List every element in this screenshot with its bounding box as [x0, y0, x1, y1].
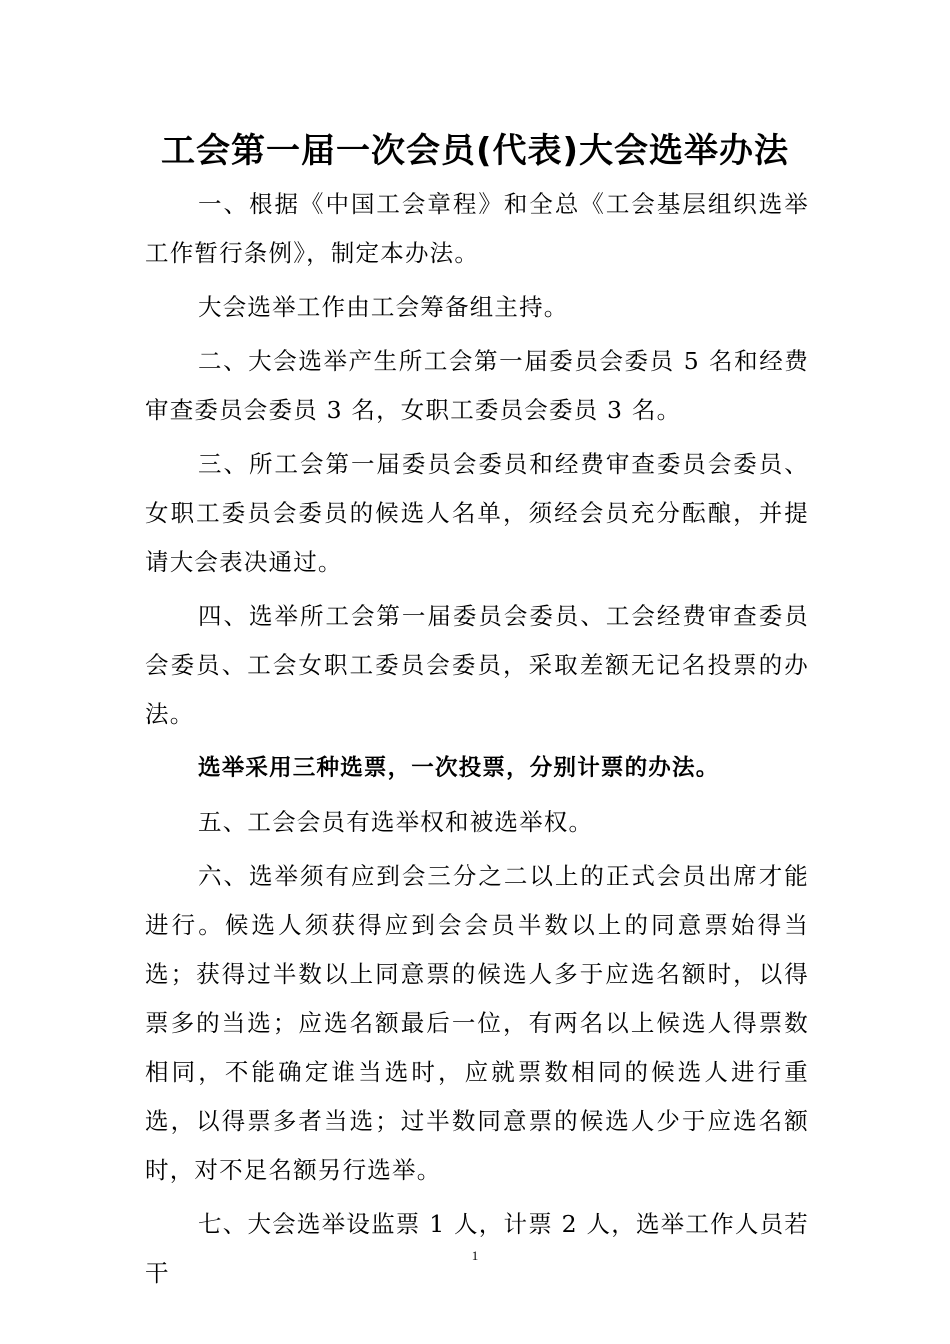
- paragraph-article-5: 五、工会会员有选举权和被选举权。: [198, 808, 594, 836]
- document-title: 工会第一届一次会员(代表)大会选举办法: [160, 131, 790, 171]
- paragraph-article-1: 一、根据《中国工会章程》和全总《工会基层组织选举工作暂行条例》，制定本办法。: [145, 190, 809, 267]
- paragraph-ballot-method: 选举采用三种选票，一次投票，分别计票的办法。: [198, 755, 720, 781]
- paragraph-article-3: 三、所工会第一届委员会委员和经费审查委员会委员、女职工委员会委员的候选人名单，须经会员充分酝酿，并提请大会表决通过。: [145, 450, 809, 576]
- document-body: [145, 180, 809, 1303]
- paragraph-article-2: 二、大会选举产生所工会第一届委员会委员 5 名和经费审查委员会委员 3 名，女职工委员会委员 3 名。: [145, 347, 809, 424]
- paragraph-article-7: 七、大会选举设监票 1 人，计票 2 人，选举工作人员若干: [145, 1210, 809, 1287]
- paragraph-article-4: 四、选举所工会第一届委员会委员、工会经费审查委员会委员、工会女职工委员会委员，采取差额无记名投票的办法。: [145, 602, 809, 728]
- paragraph-organizer: 大会选举工作由工会筹备组主持。: [198, 293, 569, 321]
- page-number: 1: [471, 1248, 479, 1263]
- paragraph-article-6: 六、选举须有应到会三分之二以上的正式会员出席才能进行。候选人须获得应到会会员半数以上的同意票始得当选；获得过半数以上同意票的候选人多于应选名额时，以得票多的当选；应选名额最后一位，有两名以上候选人得票数相同，不能确定谁当选时，应就票数相同的候选人进行重选，以得票多者当选；过半数同意票的候选人少于应选名额时，对不足名额另行选举。: [145, 862, 809, 1184]
